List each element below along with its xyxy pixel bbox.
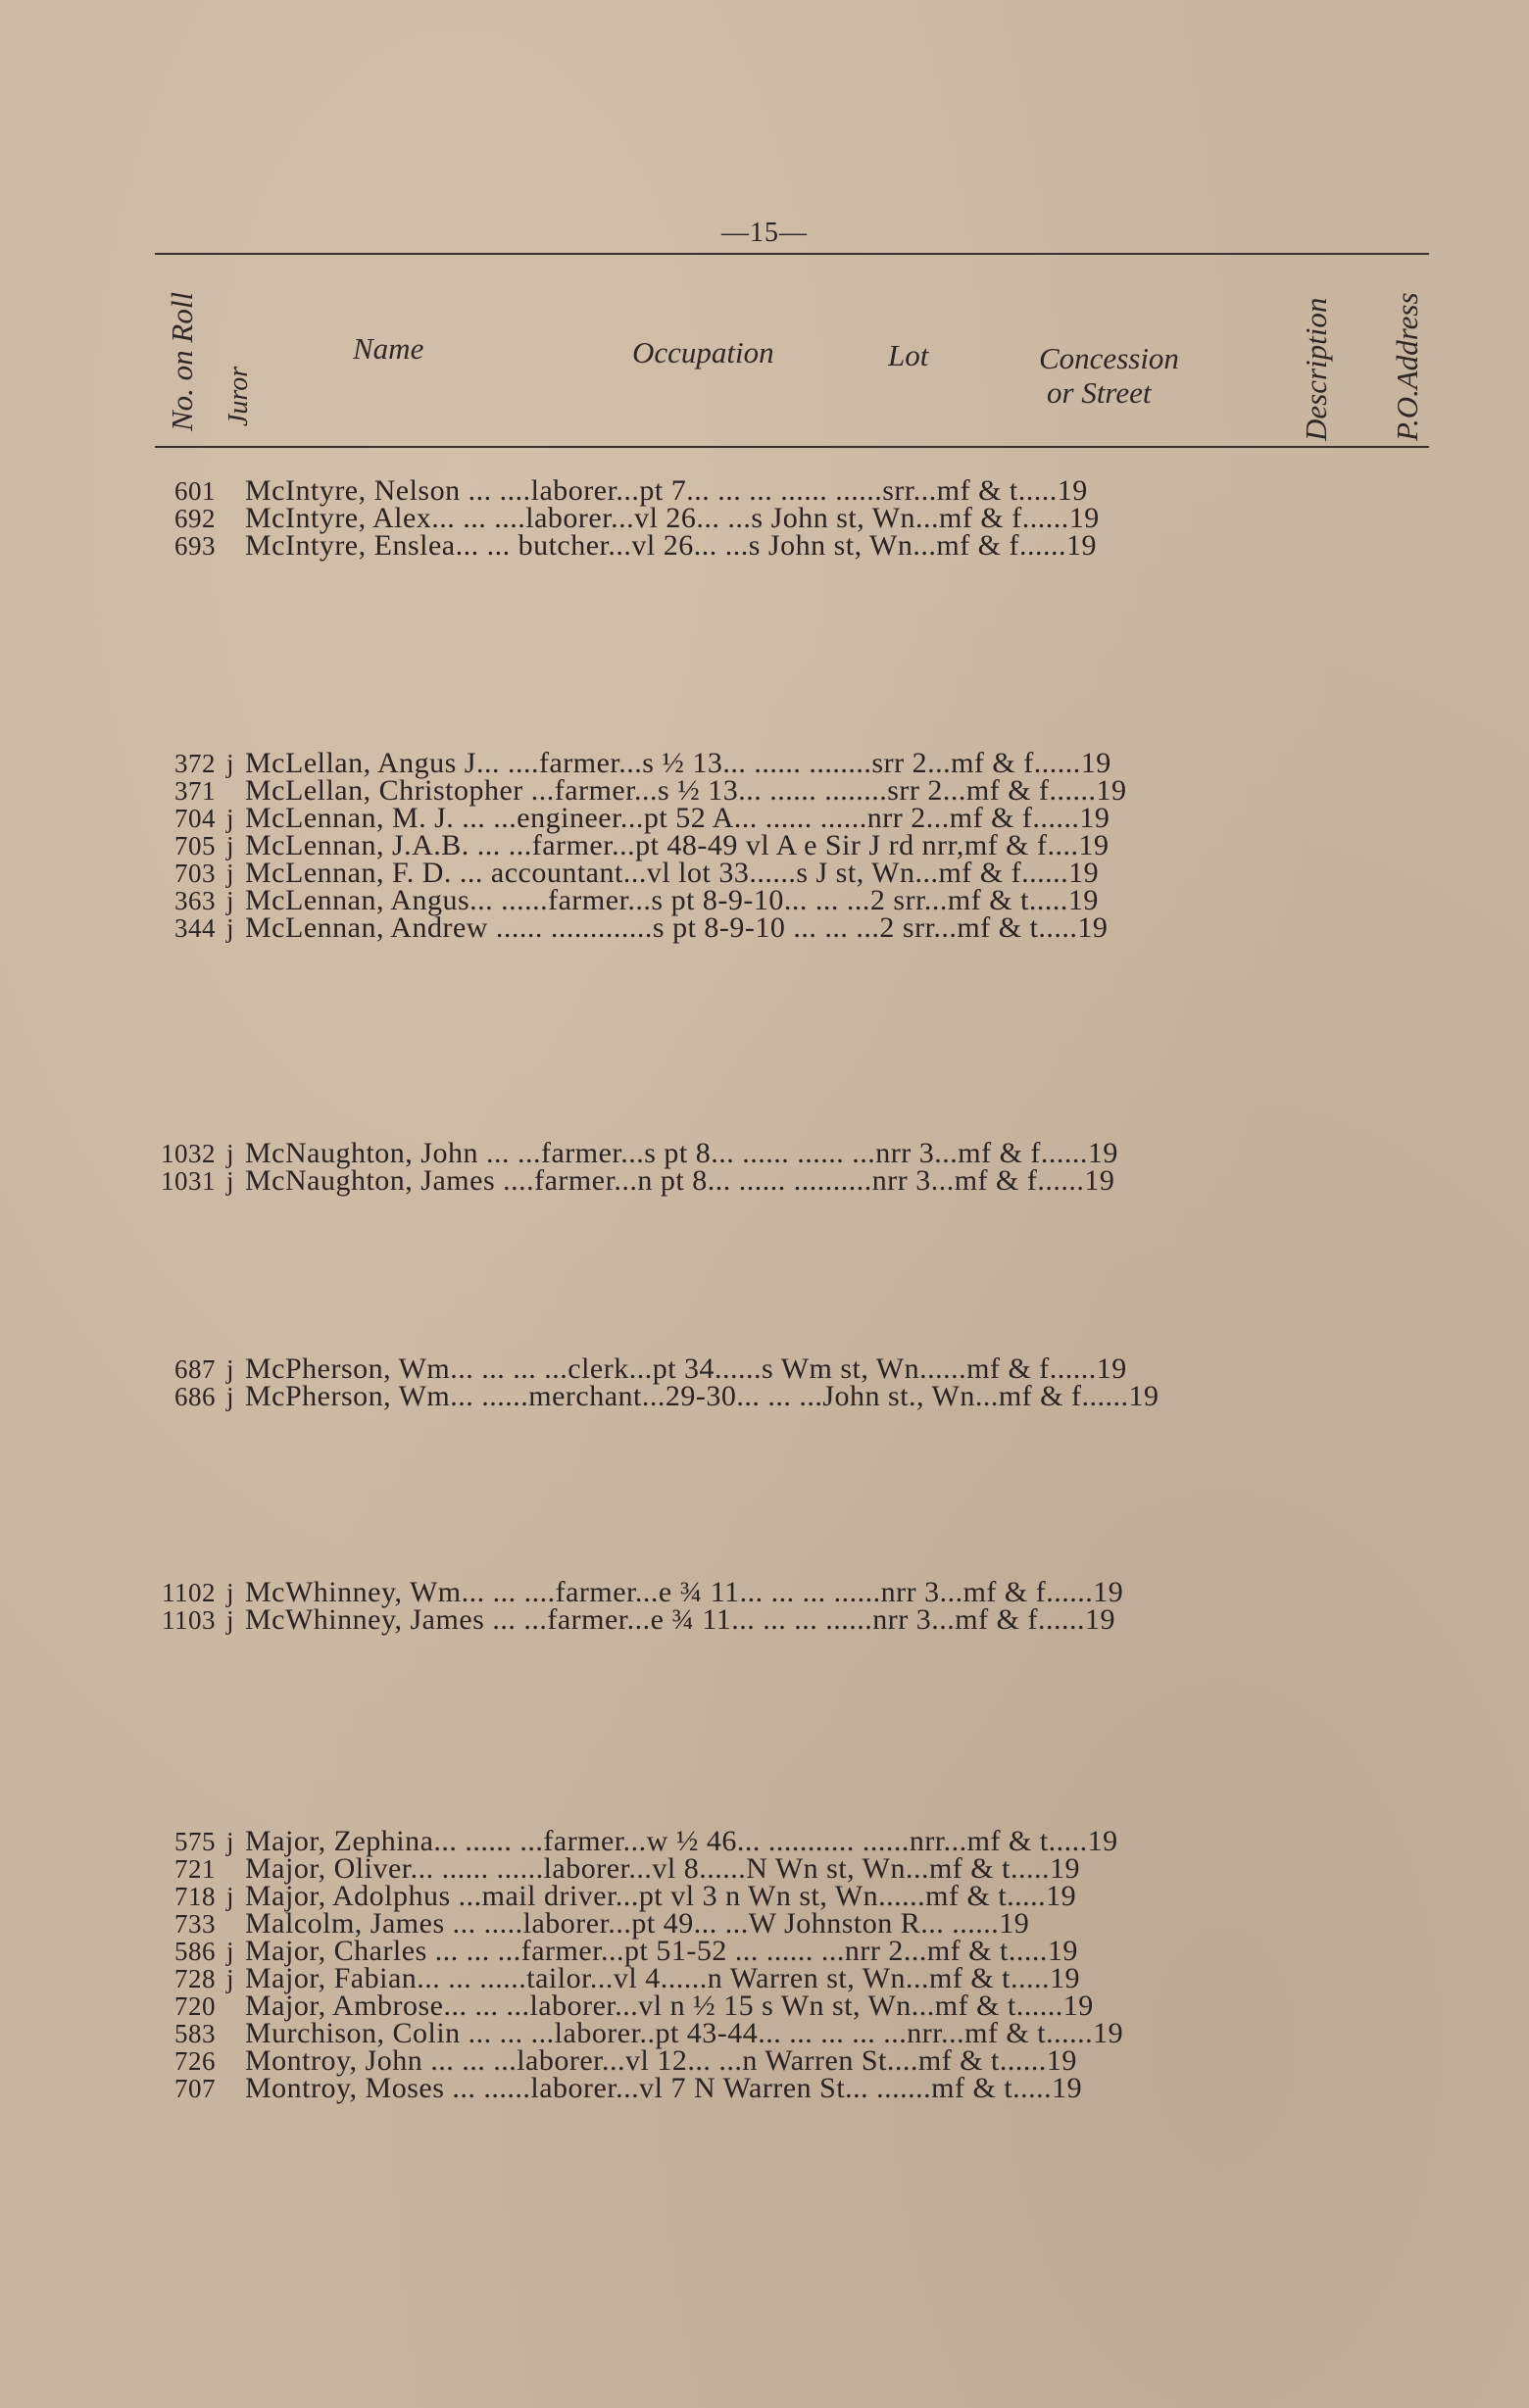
table-row [157, 2017, 1431, 2049]
header-juror: Juror [223, 366, 254, 426]
juror-mark: j [225, 1937, 234, 1966]
table-row [157, 529, 1431, 562]
juror-mark: j [225, 1166, 234, 1196]
roll-number: 693 [174, 531, 216, 561]
header-po-address: P.O.Address [1390, 292, 1424, 441]
juror-mark: j [225, 859, 234, 888]
entry-text: Major, Ambrose... ... ...laborer...vl n ½ 15 s Wn st, Wn...mf & t......19 [245, 1990, 1094, 2022]
entry-text: McWhinney, James ... ...farmer...e ¾ 11... ... ... ......nrr 3...mf & f......19 [245, 1603, 1115, 1636]
entry-text: Murchison, Colin ... ... ...laborer..pt 43-44... ... ... ... ...nrr...mf & t......19 [245, 2017, 1124, 2049]
juror-mark: j [225, 1382, 234, 1411]
entry-text: Major, Fabian... ... ......tailor...vl 4......n Warren st, Wn...mf & t.....19 [245, 1962, 1081, 1994]
roll-number: 728 [174, 1964, 216, 1993]
table-row [157, 2072, 1431, 2104]
table-row [157, 474, 1431, 507]
entry-text: McIntyre, Alex... ... ....laborer...vl 26... ...s John st, Wn...mf & f......19 [245, 502, 1100, 534]
page-number: —15— [721, 218, 808, 248]
table-row [157, 2044, 1431, 2077]
table-row [157, 802, 1431, 834]
entry-group [157, 1352, 1431, 1412]
entry-group [157, 1137, 1431, 1197]
header-occupation: Occupation [632, 335, 774, 369]
entry-group [157, 1825, 1431, 2104]
juror-mark: j [225, 886, 234, 915]
header-name: Name [353, 331, 424, 366]
entry-text: McWhinney, Wm... ... ....farmer...e ¾ 11... ... ... ......nrr 3...mf & f......19 [245, 1576, 1124, 1608]
roll-number: 707 [174, 2074, 216, 2103]
roll-number: 721 [174, 1854, 216, 1884]
entry-group [157, 747, 1431, 944]
table-row [157, 1603, 1431, 1636]
roll-number: 371 [174, 776, 216, 806]
entry-text: Major, Adolphus ...mail driver...pt vl 3 n Wn st, Wn......mf & t.....19 [245, 1880, 1077, 1912]
entry-text: McLennan, M. J. ... ...engineer...pt 52 A... ...... ......nrr 2...mf & f......19 [245, 802, 1110, 834]
roll-number: 686 [174, 1382, 216, 1411]
table-row [157, 1907, 1431, 1940]
juror-mark: j [225, 1827, 234, 1856]
table-row [157, 1825, 1431, 1857]
table-row [157, 1990, 1431, 2022]
entry-text: Major, Zephina... ...... ...farmer...w ½ 46... ........... ......nrr...mf & t.....19 [245, 1825, 1118, 1857]
table-row [157, 1164, 1431, 1197]
roll-number: 601 [174, 476, 216, 506]
table-row [157, 1935, 1431, 1967]
entry-text: Montroy, Moses ... ......laborer...vl 7 N Warren St... .......mf & t.....19 [245, 2072, 1083, 2104]
roll-number: 704 [174, 804, 216, 833]
entry-text: McLellan, Christopher ...farmer...s ½ 13... ...... ........srr 2...mf & f......19 [245, 774, 1127, 807]
entry-text: McPherson, Wm... ... ... ...clerk...pt 34......s Wm st, Wn......mf & f......19 [245, 1352, 1127, 1385]
table-row [157, 884, 1431, 916]
entry-text: McLellan, Angus J... ....farmer...s ½ 13... ...... ........srr 2...mf & f......19 [245, 747, 1111, 779]
roll-number: 687 [174, 1354, 216, 1384]
entry-text: McIntyre, Enslea... ... butcher...vl 26... ...s John st, Wn...mf & f......19 [245, 529, 1098, 562]
header-lot: Lot [888, 338, 929, 372]
juror-mark: j [225, 831, 234, 860]
table-row [157, 774, 1431, 807]
entry-text: McLennan, J.A.B. ... ...farmer...pt 48-49 vl A e Sir J rd nrr,mf & f....19 [245, 829, 1110, 861]
roll-number: 703 [174, 859, 216, 888]
header-or-street: or Street [1047, 375, 1152, 410]
entry-text: McNaughton, James ....farmer...n pt 8... ...... ..........nrr 3...mf & f......19 [245, 1164, 1115, 1197]
juror-mark: j [225, 1882, 234, 1911]
roll-number: 720 [174, 1991, 216, 2021]
juror-mark: j [225, 1354, 234, 1384]
roll-number: 583 [174, 2019, 216, 2048]
roll-number: 363 [174, 886, 216, 915]
juror-mark: j [225, 1964, 234, 1993]
table-row [157, 857, 1431, 889]
juror-mark: j [225, 1605, 234, 1635]
table-row [157, 1852, 1431, 1885]
entry-text: McPherson, Wm... ......merchant...29-30... ... ...John st., Wn...mf & f......19 [245, 1380, 1159, 1412]
roll-number: 733 [174, 1909, 216, 1939]
roll-number: 586 [174, 1937, 216, 1966]
entry-text: Malcolm, James ... .....laborer...pt 49... ...W Johnston R... ......19 [245, 1907, 1030, 1940]
header-top-rule [155, 253, 1429, 255]
table-row [157, 1352, 1431, 1385]
roll-number: 705 [174, 831, 216, 860]
entry-text: Major, Oliver... ...... ......laborer...vl 8......N Wn st, Wn...mf & t.....19 [245, 1852, 1080, 1885]
table-row [157, 747, 1431, 779]
entry-text: Montroy, John ... ... ...laborer...vl 12... ...n Warren St....mf & t......19 [245, 2044, 1077, 2077]
table-row [157, 1962, 1431, 1994]
roll-number: 1102 [162, 1578, 216, 1607]
juror-mark: j [225, 913, 234, 943]
header-bottom-rule [155, 446, 1429, 448]
entry-group [157, 1576, 1431, 1636]
header-no-on-roll: No. on Roll [165, 291, 199, 431]
table-row [157, 1137, 1431, 1169]
roll-number: 1032 [161, 1139, 216, 1168]
table-row [157, 829, 1431, 861]
entry-text: McLennan, Andrew ...... .............s pt 8-9-10 ... ... ...2 srr...mf & t.....19 [245, 911, 1109, 944]
table-row [157, 1576, 1431, 1608]
entry-text: McIntyre, Nelson ... ....laborer...pt 7... ... ... ...... ......srr...mf & t.....19 [245, 474, 1088, 507]
table-row [157, 1380, 1431, 1412]
table-row [157, 1880, 1431, 1912]
entry-group [157, 474, 1431, 562]
roll-number: 575 [174, 1827, 216, 1856]
roll-number: 692 [174, 504, 216, 533]
entry-text: Major, Charles ... ... ...farmer...pt 51-52 ... ...... ...nrr 2...mf & t.....19 [245, 1935, 1078, 1967]
roll-number: 372 [174, 749, 216, 778]
entry-text: McNaughton, John ... ...farmer...s pt 8... ...... ...... ...nrr 3...mf & f......19 [245, 1137, 1118, 1169]
juror-mark: j [225, 749, 234, 778]
entry-text: McLennan, Angus... ......farmer...s pt 8-9-10... ... ...2 srr...mf & t.....19 [245, 884, 1099, 916]
entry-text: McLennan, F. D. ... accountant...vl lot 33......s J st, Wn...mf & f......19 [245, 857, 1100, 889]
juror-mark: j [225, 1139, 234, 1168]
header-description: Description [1299, 297, 1333, 441]
table-row [157, 911, 1431, 944]
roll-number: 726 [174, 2046, 216, 2076]
header-concession: Concession [1039, 341, 1179, 375]
table-row [157, 502, 1431, 534]
roll-number: 344 [174, 913, 216, 943]
roll-number: 1103 [162, 1605, 216, 1635]
roll-number: 1031 [161, 1166, 216, 1196]
juror-mark: j [225, 804, 234, 833]
roll-number: 718 [174, 1882, 216, 1911]
juror-mark: j [225, 1578, 234, 1607]
